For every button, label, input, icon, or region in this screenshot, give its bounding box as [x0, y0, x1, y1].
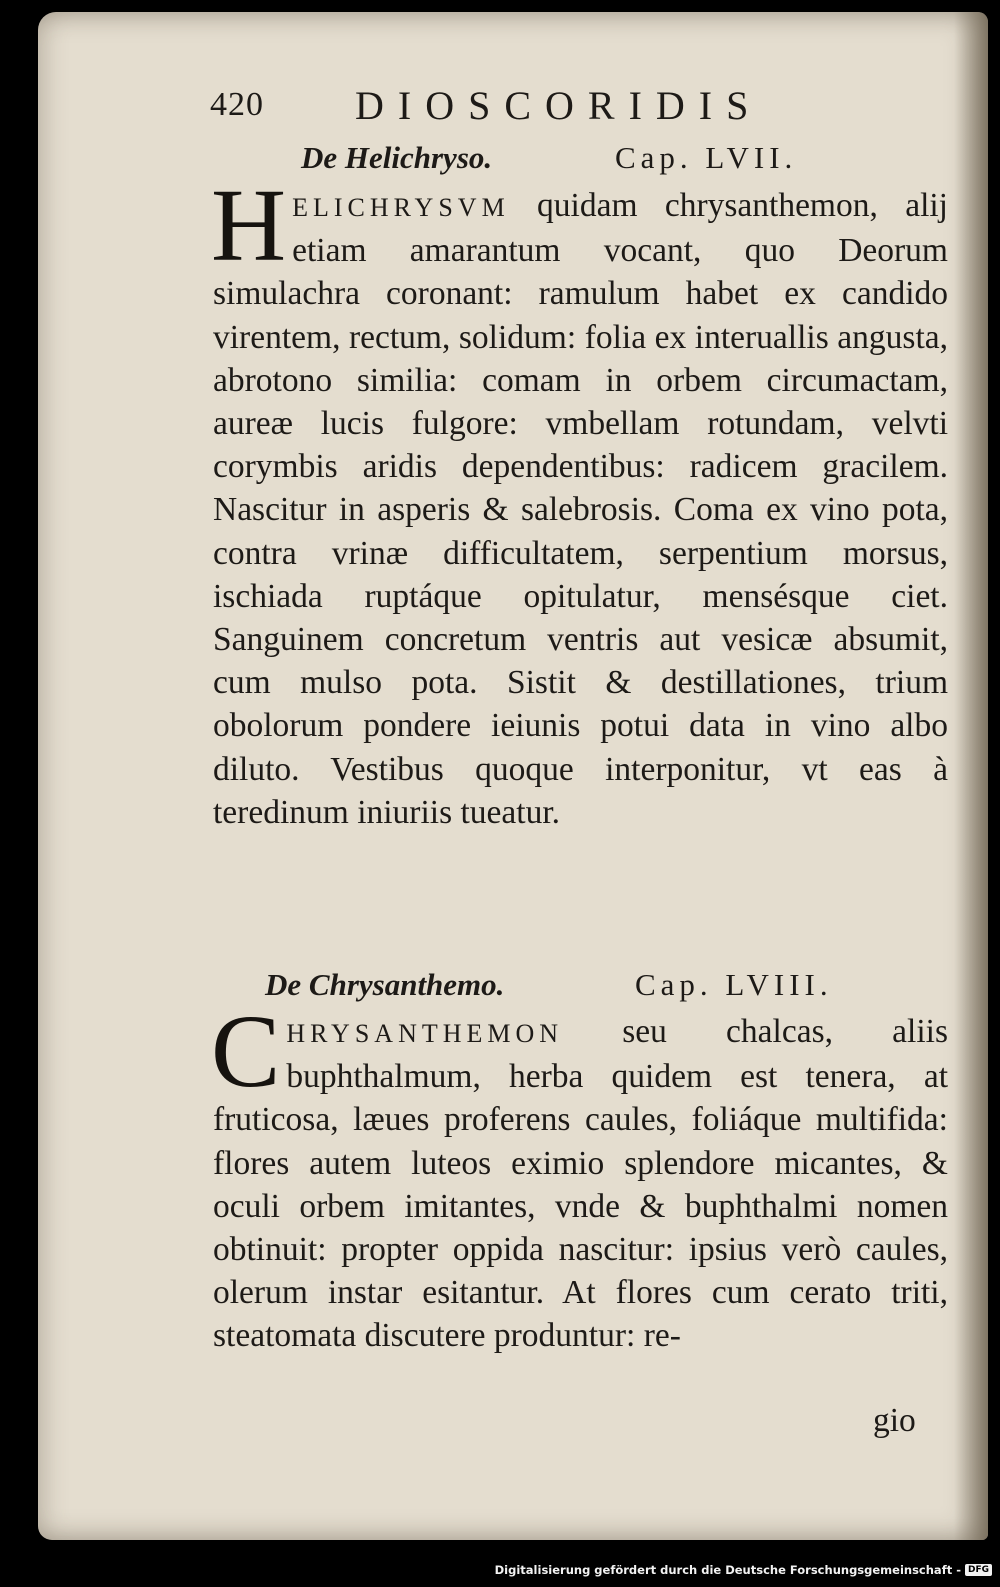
chapter-heading-58	[213, 967, 948, 1007]
running-title: DIOSCORIDIS	[355, 83, 763, 128]
chapter-title: De Helichryso.	[301, 140, 493, 175]
credit-text: Digitalisierung gefördert durch die Deutsche Forschungsgemeinschaft -	[494, 1563, 961, 1577]
chapter-number: Cap. LVII.	[615, 140, 798, 175]
page-number: 420	[210, 86, 264, 123]
lead-small-caps: HRYSANTHEMON	[286, 1019, 564, 1048]
chapter-heading-57	[213, 140, 948, 180]
chapter-title: De Chrysanthemo.	[265, 967, 505, 1002]
dropcap-letter: C	[211, 994, 281, 1109]
paragraph-text: quidam chrysanthemon, alij etiam amarantum vocant, quo Deorum simulachra coronant: ramulum habet ex candido virentem, rectum, solidum: folia ex interuallis angusta, abrotono similia: comam in orbem circumactam, aureæ lucis fulgore: vmbellam rotundam, velvti corymbis aridis dependentibus: radicem gracilem. Nascitur in asperis & salebrosis. Coma ex vino pota, contra vrinæ difficultatem, serpentium morsus, ischiada ruptáque opitulatur, mensésque ciet. Sanguinem concretum ventris aut vesicæ absumit, cum mulso pota. Sistit & destillationes, trium obolorum pondere ieiunis potui data in vino albo diluto. Vestibus quoque interponitur, vt eas à teredinum iniuriis tueatur.	[213, 187, 948, 831]
book-page	[38, 12, 988, 1540]
dfg-logo: DFG	[965, 1564, 992, 1576]
page-gutter-shadow	[954, 12, 988, 1540]
running-head	[210, 82, 950, 132]
dropcap-letter: H	[211, 168, 287, 283]
paragraph-text: seu chalcas, aliis buphthalmum, herba quidem est tenera, at fruticosa, læues proferens caules, foliáque multifida: flores autem luteos eximio splendore micantes, & oculi orbem imitantes, vnde & buphthalmi nomen obtinuit: propter oppida nascitur: ipsius verò caules, olerum instar esitantur. At flores cum cerato triti, steatomata discutere produntur: re-	[213, 1013, 948, 1355]
digitization-credit	[495, 1559, 992, 1581]
chapter-body-57	[211, 168, 948, 834]
chapter-number: Cap. LVIII.	[635, 967, 833, 1002]
lead-small-caps: ELICHRYSVM	[292, 193, 510, 222]
chapter-body-58	[211, 994, 948, 1358]
catchword: gio	[873, 1402, 916, 1439]
